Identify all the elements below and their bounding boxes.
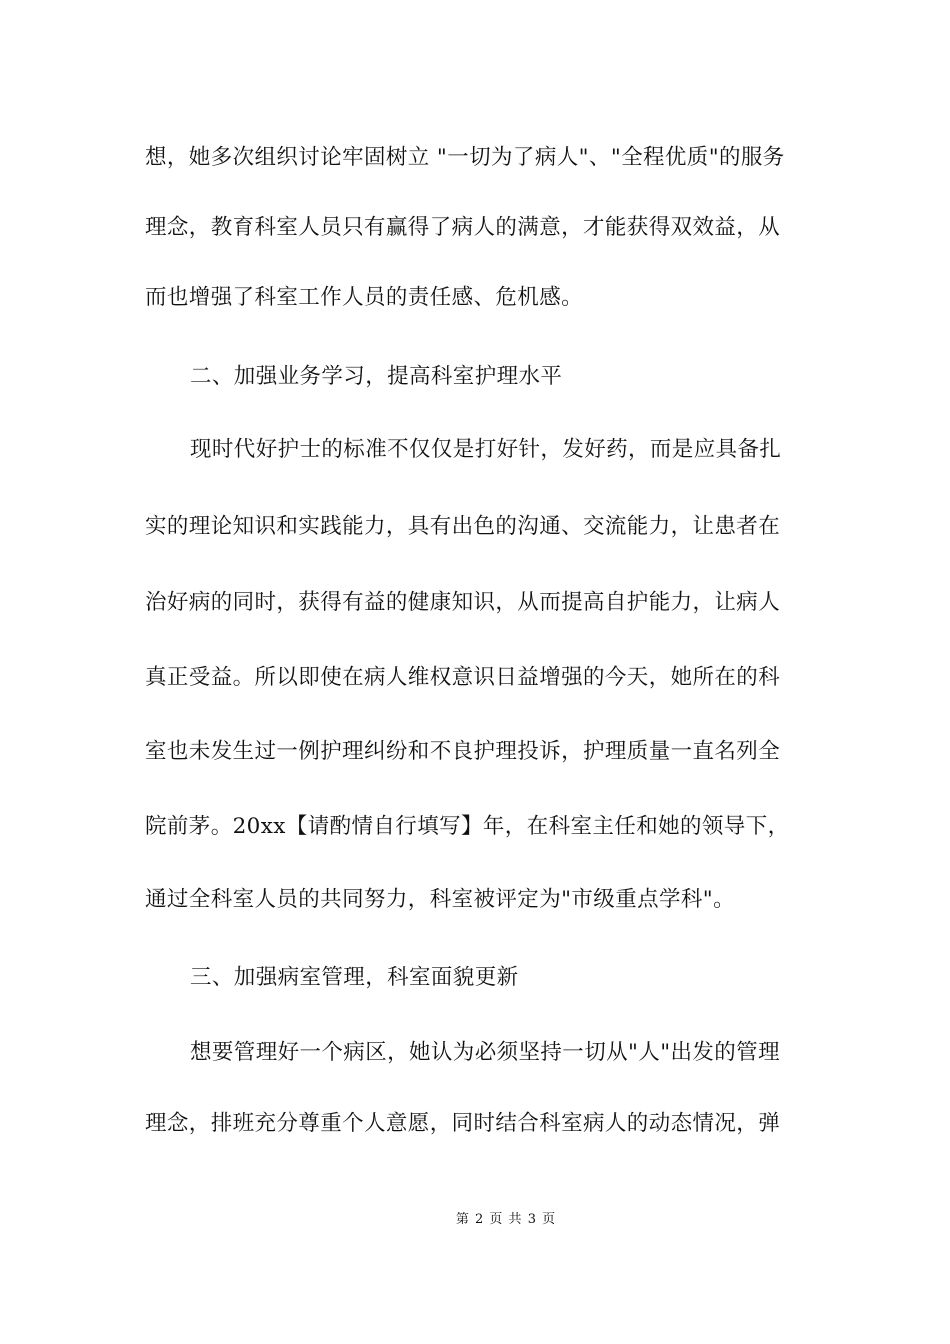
paragraph-line: 想要管理好一个病区，她认为必须坚持一切从"人"出发的管理 [190,1040,780,1065]
paragraph-line: 室也未发生过一例护理纠纷和不良护理投诉，护理质量一直名列全 [145,739,781,764]
paragraph-line: 治好病的同时，获得有益的健康知识，从而提高自护能力，让病人 [145,590,781,615]
paragraph-line: 想，她多次组织讨论牢固树立 "一切为了病人"、"全程优质"的服务 [145,145,785,170]
paragraph-line: 实的理论知识和实践能力，具有出色的沟通、交流能力，让患者在 [145,514,781,539]
section-heading: 二、加强业务学习，提高科室护理水平 [190,364,563,389]
paragraph-line: 通过全科室人员的共同努力，科室被评定为"市级重点学科"。 [145,887,735,912]
paragraph-line: 而也增强了科室工作人员的责任感、危机感。 [145,285,584,310]
paragraph-line: 院前茅。20xx【请酌情自行填写】年，在科室主任和她的领导下， [145,814,790,839]
paragraph-line: 理念，排班充分尊重个人意愿，同时结合科室病人的动态情况，弹 [145,1111,781,1136]
section-heading: 三、加强病室管理，科室面貌更新 [190,965,519,990]
paragraph-line: 理念，教育科室人员只有赢得了病人的满意，才能获得双效益，从 [145,215,781,240]
page-footer [0,1208,950,1227]
page-indicator: 第 2 页 共 3 页 [455,1212,557,1227]
paragraph-line: 现时代好护士的标准不仅仅是打好针，发好药，而是应具备扎 [190,437,782,462]
paragraph-line: 真正受益。所以即使在病人维权意识日益增强的今天，她所在的科 [145,665,781,690]
